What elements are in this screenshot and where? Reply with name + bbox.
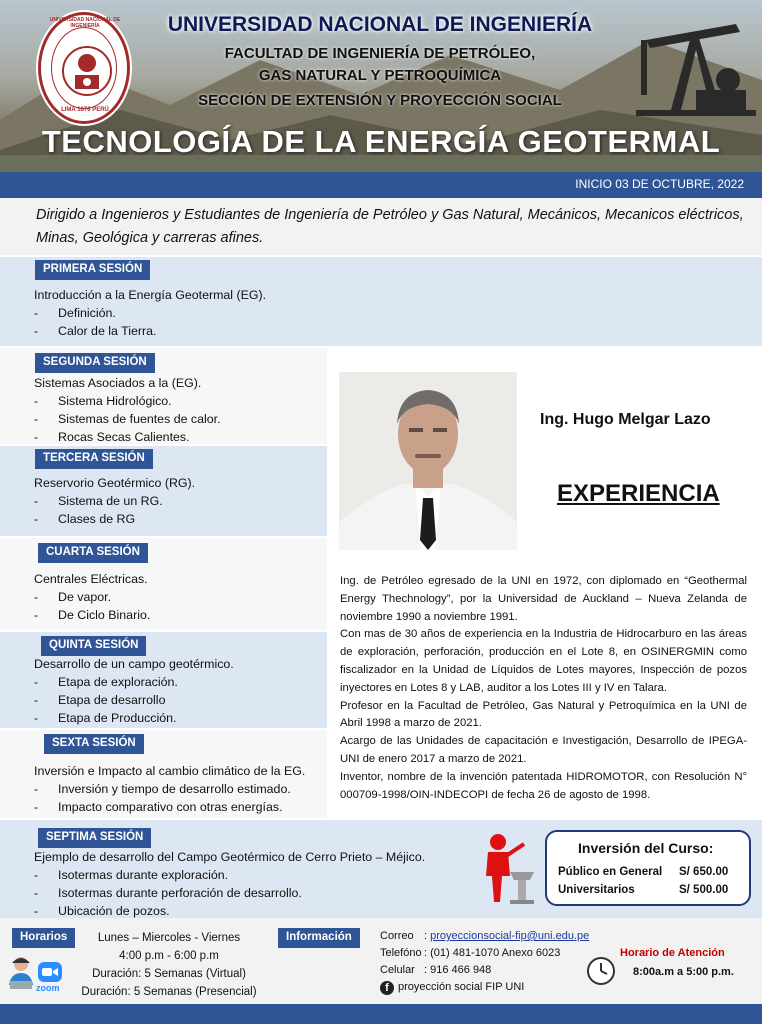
session-badge: SEXTA SESIÓN	[44, 734, 144, 754]
phone-label: Telefóno	[380, 947, 422, 959]
session-badge: TERCERA SESIÓN	[35, 449, 153, 469]
speaker-photo	[339, 372, 517, 550]
university-logo	[38, 12, 130, 124]
faculty-line-2: GAS NATURAL Y PETROQUÍMICA	[258, 67, 502, 84]
session-item: De Ciclo Binario.	[58, 608, 151, 622]
session-content: Sistemas Asociados a la (EG). - Sistema Hidrológico. - Sistemas de fuentes de calor. - Rocas Secas Calientes.	[34, 376, 221, 444]
target-audience: Dirigido a Ingenieros y Estudiantes de Ingeniería de Petróleo y Gas Natural, Mecánicos, Mecanicos eléctricos, Minas, Geológica y carreras afines.	[0, 198, 762, 255]
info-badge: Información	[278, 928, 360, 948]
session-title: Centrales Eléctricas.	[34, 572, 148, 586]
session-item: Definición.	[58, 306, 116, 320]
session-badge: PRIMERA SESIÓN	[35, 260, 150, 280]
session-badge: CUARTA SESIÓN	[38, 543, 148, 563]
bio-paragraph: Inventor, nombre de la invención patentada HIDROMOTOR, con Resolución N° 000709-1998/OIN-INDECOPI de fecha 26 de agosto de 1998.	[340, 770, 747, 801]
section-name: SECCIÓN DE EXTENSIÓN Y PROYECCIÓN SOCIAL	[198, 92, 562, 109]
speaker-bio	[340, 573, 747, 804]
session-content: Centrales Eléctricas. - De vapor. - De Ciclo Binario.	[34, 572, 151, 622]
clock-icon	[586, 956, 616, 986]
attention-hours: 8:00a.m a 5:00 p.m.	[633, 966, 734, 978]
session-title: Ejemplo de desarrollo del Campo Geotérmico de Cerro Prieto – Méjico.	[34, 850, 426, 864]
bio-paragraph: Ing. de Petróleo egresado de la UNI en 1972, con diplomado en “Geothermal Energy Thechnology”, por la Universidad de Auckland – Nueva Zelanda de noviembre 1990 a noviembre 1991.	[340, 575, 747, 623]
start-date: INICIO 03 DE OCTUBRE, 2022	[575, 177, 744, 191]
logo-text-top: UNIVERSIDAD NACIONAL DE INGENIERÍA	[49, 17, 121, 29]
phone-value: (01) 481-1070 Anexo 6023	[430, 947, 561, 959]
speaker-podium-icon	[480, 832, 538, 904]
session-item: Etapa de Producción.	[58, 711, 177, 725]
session-item: Etapa de exploración.	[58, 675, 178, 689]
price-label: Público en General	[558, 866, 663, 878]
bio-paragraph: Con mas de 30 años de experiencia en la Industria de Hidrocarburo en las áreas de exploración, perforación, producción en el Lote 8, en OSINERGMIN como fiscalizador en la Unidad de Líquidos de Lotes mayores, Inspección de pozos inyectores en Lotes 8 y LAB, auditor a los Lotes III y IV en Talara.	[340, 628, 747, 694]
price-value: S/ 650.00	[679, 866, 729, 878]
schedule-time: 4:00 p.m - 6:00 p.m	[119, 950, 219, 962]
zoom-label: zoom	[36, 983, 60, 993]
session-badge: QUINTA SESIÓN	[41, 636, 146, 656]
bottom-bar	[0, 1004, 762, 1024]
session-title: Introducción a la Energía Geotermal (EG).	[34, 288, 267, 302]
duration-presential: Duración: 5 Semanas (Presencial)	[81, 986, 257, 998]
session-item: Isotermas durante perforación de desarrollo.	[58, 886, 302, 900]
person-laptop-icon	[6, 955, 36, 991]
session-item: Isotermas durante exploración.	[58, 868, 229, 882]
session-badge: SEPTIMA SESIÓN	[38, 828, 151, 848]
session-title: Desarrollo de un campo geotérmico.	[34, 657, 234, 671]
session-title: Inversión e Impacto al cambio climático de la EG.	[34, 764, 306, 778]
session-item: Inversión y tiempo de desarrollo estimado.	[58, 782, 291, 796]
session-item: Clases de RG	[58, 512, 136, 526]
course-title: TECNOLOGÍA DE LA ENERGÍA GEOTERMAL	[41, 124, 721, 159]
speaker-portrait-icon	[339, 372, 517, 550]
cell-label: Celular	[380, 964, 415, 976]
speaker-name: Ing. Hugo Melgar Lazo	[540, 411, 711, 428]
university-name: UNIVERSIDAD NACIONAL DE INGENIERÍA	[167, 13, 593, 36]
session-item: Sistema de un RG.	[58, 494, 163, 508]
session-item: Calor de la Tierra.	[58, 324, 157, 338]
session-content: Reservorio Geotérmico (RG). - Sistema de un RG. - Clases de RG	[34, 476, 196, 526]
cell-value: 916 466 948	[430, 964, 492, 976]
session-badge: SEGUNDA SESIÓN	[35, 353, 155, 373]
facebook-icon: f	[380, 981, 394, 995]
logo-text-bottom: LIMA 1876 PERÚ	[61, 107, 109, 113]
email-link[interactable]: proyeccionsocial-fip@uni.edu.pe	[430, 930, 590, 942]
session-item: Impacto comparativo con otras energías.	[58, 800, 283, 814]
price-value: S/ 500.00	[679, 884, 729, 896]
session-item: Rocas Secas Calientes.	[58, 430, 190, 444]
session-item: Etapa de desarrollo	[58, 693, 166, 707]
session-content: Ejemplo de desarrollo del Campo Geotérmico de Cerro Prieto – Méjico. - Isotermas durante exploración. - Isotermas durante perforación de desarrollo. - Ubicación de pozos.	[34, 850, 426, 918]
session-content: Desarrollo de un campo geotérmico. - Etapa de exploración. - Etapa de desarrollo - Etapa de Producción.	[34, 657, 234, 725]
bio-paragraph: Profesor en la Facultad de Petróleo, Gas Natural y Petroquímica en la UNI de Abril 1998 a marzo de 2021.	[340, 699, 747, 730]
session-title: Sistemas Asociados a la (EG).	[34, 376, 202, 390]
price-label: Universitarios	[558, 884, 635, 896]
zoom-icon	[38, 962, 62, 982]
session-item: Ubicación de pozos.	[58, 904, 170, 918]
schedule-badge: Horarios	[12, 928, 75, 948]
session-item: De vapor.	[58, 590, 112, 604]
header-banner	[0, 0, 762, 172]
facebook-page[interactable]: proyección social FIP UNI	[398, 981, 525, 993]
session-title: Reservorio Geotérmico (RG).	[34, 476, 196, 490]
pumpjack-icon	[636, 10, 756, 120]
faculty-line-1: FACULTAD DE INGENIERÍA DE PETRÓLEO,	[224, 45, 536, 62]
session-item: Sistemas de fuentes de calor.	[58, 412, 221, 426]
session-item: Sistema Hidrológico.	[58, 394, 172, 408]
investment-title: Inversión del Curso:	[578, 840, 714, 856]
email-label: Correo	[380, 930, 414, 942]
start-date-bar	[0, 172, 762, 198]
duration-virtual: Duración: 5 Semanas (Virtual)	[92, 968, 246, 980]
session-content: Inversión e Impacto al cambio climático de la EG. - Inversión y tiempo de desarrollo estimado. - Impacto comparativo con otras energías.	[34, 764, 306, 814]
bio-paragraph: Acargo de las Unidades de capacitación e Investigación, Desarrollo de IPEGA-UNI de enero 2017 a marzo de 2021.	[340, 735, 747, 765]
experience-heading: EXPERIENCIA	[557, 480, 720, 507]
session-content: Introducción a la Energía Geotermal (EG). - Definición. - Calor de la Tierra.	[34, 288, 267, 338]
contact-info: Correo : proyeccionsocial-fip@uni.edu.pe Telefóno : (01) 481-1070 Anexo 6023 Celular : 916 466 948	[380, 928, 589, 979]
schedule-days: Lunes – Miercoles - Viernes	[97, 932, 241, 944]
attention-label: Horario de Atención	[620, 947, 725, 959]
